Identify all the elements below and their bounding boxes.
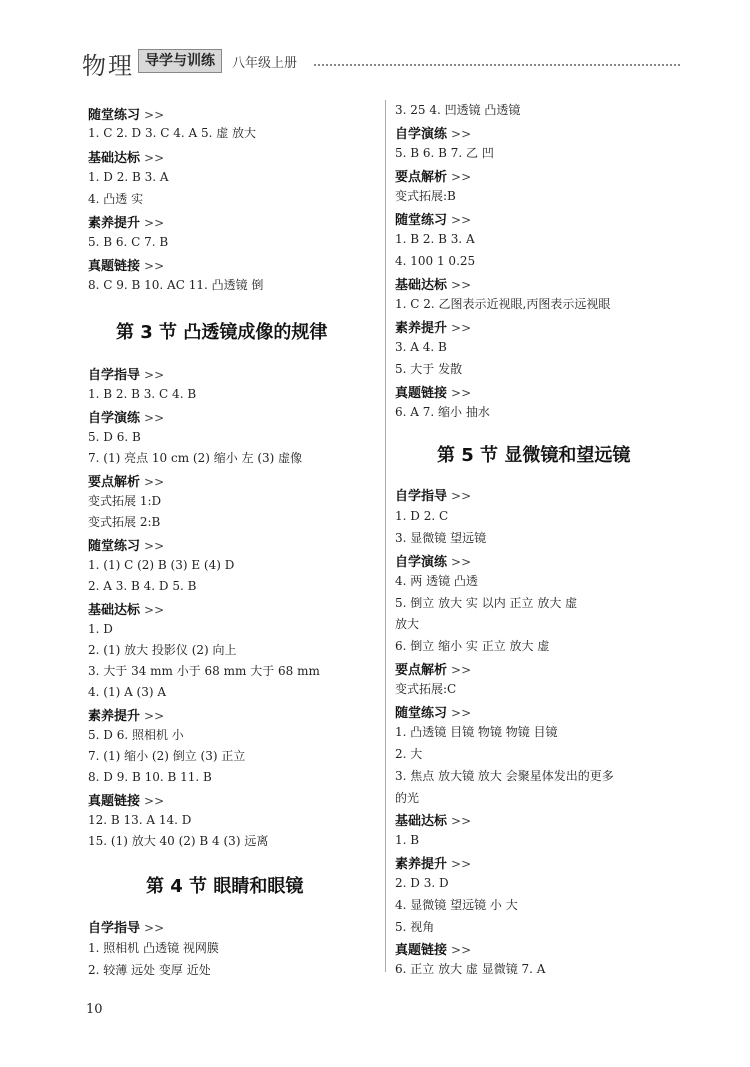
section-header: 随堂练习 >> <box>88 539 165 554</box>
section-header: 基础达标 >> <box>395 814 472 829</box>
section-header: 自学演练 >> <box>88 411 165 426</box>
answer-line: 的光 <box>395 791 420 805</box>
section-header: 素养提升 >> <box>88 709 165 724</box>
answer-line: 3. 焦点 放大镜 放大 会聚星体发出的更多 <box>395 769 614 783</box>
answer-line: 1. B 2. B 3. A <box>395 232 475 246</box>
answer-line: 12. B 13. A 14. D <box>88 813 192 827</box>
section-header: 真题链接 >> <box>88 794 165 809</box>
answer-line: 4. 凸透 实 <box>88 192 144 206</box>
section-header: 素养提升 >> <box>395 321 472 336</box>
page-header <box>82 44 680 78</box>
answer-line: 3. 25 4. 凹透镜 凸透镜 <box>395 103 521 117</box>
section-header: 自学指导 >> <box>88 368 165 383</box>
answer-line: 变式拓展:B <box>395 189 456 203</box>
answer-line: 2. 较薄 远处 变厚 近处 <box>88 963 211 977</box>
section-header: 自学演练 >> <box>395 127 472 142</box>
answer-line: 4. 100 1 0.25 <box>395 254 476 268</box>
section-header: 素养提升 >> <box>88 216 165 231</box>
section-header: 随堂练习 >> <box>395 213 472 228</box>
answer-line: 8. C 9. B 10. AC 11. 凸透镜 倒 <box>88 278 264 292</box>
header-dotted-rule <box>314 64 680 66</box>
answer-line: 5. D 6. B <box>88 430 141 444</box>
answer-line: 6. 正立 放大 虚 显微镜 7. A <box>395 962 546 976</box>
section-title: 第 4 节 眼睛和眼镜 <box>146 876 304 897</box>
section-header: 基础达标 >> <box>88 603 165 618</box>
answer-line: 6. A 7. 缩小 抽水 <box>395 405 490 419</box>
page-number: 10 <box>86 1002 103 1017</box>
answer-line: 1. B <box>395 833 420 847</box>
answer-line: 2. 大 <box>395 747 423 761</box>
answer-line: 4. 显微镜 望远镜 小 大 <box>395 898 518 912</box>
answer-line: 变式拓展 2:B <box>88 515 161 529</box>
section-header: 随堂练习 >> <box>395 706 472 721</box>
section-header: 要点解析 >> <box>88 475 165 490</box>
answer-line: 2. D 3. D <box>395 876 449 890</box>
answer-line: 1. 凸透镜 目镜 物镜 物镜 目镜 <box>395 725 558 739</box>
answer-line: 3. 显微镜 望远镜 <box>395 531 487 545</box>
answer-line: 变式拓展 1:D <box>88 494 162 508</box>
answer-line: 5. 大于 发散 <box>395 362 463 376</box>
answer-line: 变式拓展:C <box>395 682 457 696</box>
answer-line: 1. C 2. 乙图表示近视眼,丙图表示远视眼 <box>395 297 611 311</box>
answer-line: 1. 照相机 凸透镜 视网膜 <box>88 941 219 955</box>
answer-line: 2. A 3. B 4. D 5. B <box>88 579 197 593</box>
answer-line: 4. (1) A (3) A <box>88 685 167 699</box>
answer-line: 5. B 6. C 7. B <box>88 235 169 249</box>
answer-line: 1. C 2. D 3. C 4. A 5. 虚 放大 <box>88 126 257 140</box>
answer-line: 1. D <box>88 622 113 636</box>
answer-line: 8. D 9. B 10. B 11. B <box>88 770 212 784</box>
answer-line: 15. (1) 放大 40 (2) B 4 (3) 远离 <box>88 834 269 848</box>
section-header: 要点解析 >> <box>395 663 472 678</box>
section-title: 第 3 节 凸透镜成像的规律 <box>116 322 328 343</box>
subject-title: 物理 <box>82 52 134 80</box>
section-header: 真题链接 >> <box>88 259 165 274</box>
answer-line: 3. A 4. B <box>395 340 447 354</box>
answer-line: 5. 倒立 放大 实 以内 正立 放大 虚 <box>395 596 578 610</box>
answer-line: 5. D 6. 照相机 小 <box>88 728 184 742</box>
answer-line: 放大 <box>395 617 420 631</box>
answer-line: 2. (1) 放大 投影仪 (2) 向上 <box>88 643 237 657</box>
answer-line: 1. D 2. C <box>395 509 449 523</box>
section-header: 自学指导 >> <box>88 921 165 936</box>
answer-line: 4. 两 透镜 凸透 <box>395 574 478 588</box>
answer-line: 1. D 2. B 3. A <box>88 170 169 184</box>
section-title: 第 5 节 显微镜和望远镜 <box>437 445 631 466</box>
grade-label: 八年级上册 <box>232 56 298 71</box>
answer-line: 7. (1) 缩小 (2) 倒立 (3) 正立 <box>88 749 246 763</box>
section-header: 自学指导 >> <box>395 489 472 504</box>
answer-line: 5. B 6. B 7. 乙 凹 <box>395 146 494 160</box>
section-header: 素养提升 >> <box>395 857 472 872</box>
answer-line: 1. B 2. B 3. C 4. B <box>88 387 197 401</box>
section-header: 真题链接 >> <box>395 943 472 958</box>
answer-line: 7. (1) 亮点 10 cm (2) 缩小 左 (3) 虚像 <box>88 451 303 465</box>
section-header: 真题链接 >> <box>395 386 472 401</box>
answer-line: 1. (1) C (2) B (3) E (4) D <box>88 558 235 572</box>
section-header: 自学演练 >> <box>395 555 472 570</box>
series-title: 导学与训练 <box>138 49 222 73</box>
section-header: 随堂练习 >> <box>88 108 165 123</box>
answer-line: 3. 大于 34 mm 小于 68 mm 大于 68 mm <box>88 664 320 678</box>
answer-line: 6. 倒立 缩小 实 正立 放大 虚 <box>395 639 550 653</box>
section-header: 基础达标 >> <box>88 151 165 166</box>
section-header: 基础达标 >> <box>395 278 472 293</box>
answer-line: 5. 视角 <box>395 920 435 934</box>
column-divider <box>385 100 386 972</box>
section-header: 要点解析 >> <box>395 170 472 185</box>
